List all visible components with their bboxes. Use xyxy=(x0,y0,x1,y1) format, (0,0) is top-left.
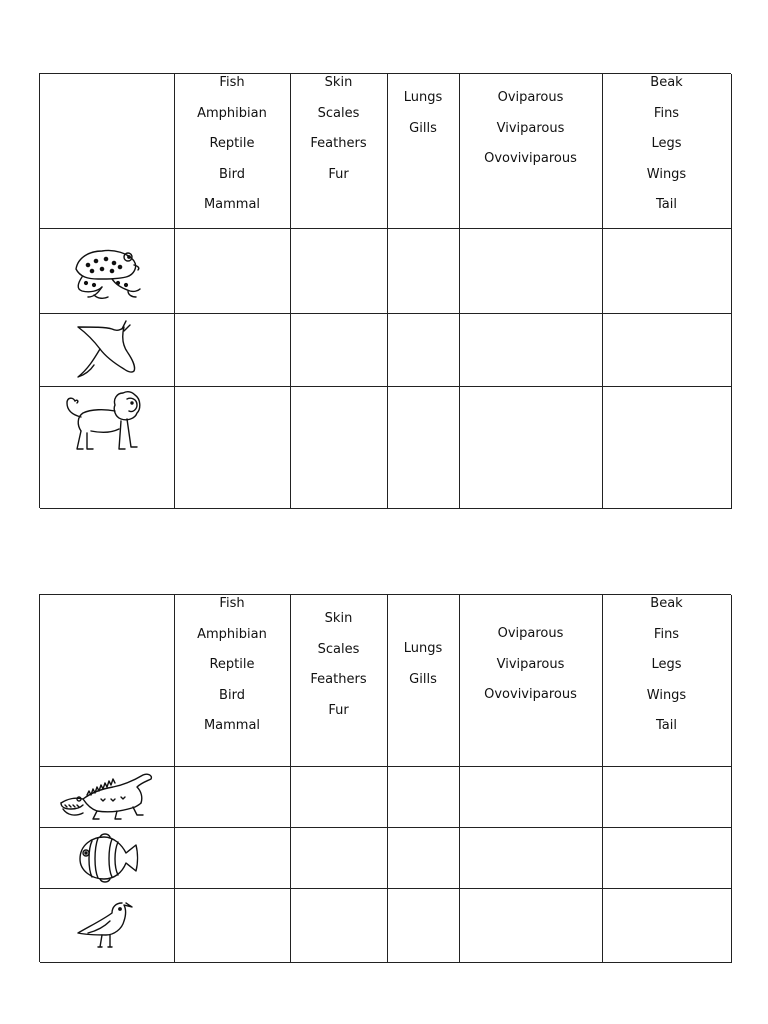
header-label: Gills xyxy=(409,671,437,687)
header-class xyxy=(174,595,291,767)
classification-table-2 xyxy=(39,594,731,962)
crocodile-icon xyxy=(57,769,157,825)
header-body-parts xyxy=(602,74,732,229)
frog-icon xyxy=(68,239,146,303)
header-label: Amphibian xyxy=(197,626,267,642)
header-label: Legs xyxy=(651,136,682,152)
answer-cell[interactable] xyxy=(290,313,388,387)
animal-cell-bird xyxy=(40,888,175,963)
answer-cell[interactable] xyxy=(602,766,732,828)
answer-cell[interactable] xyxy=(459,313,603,387)
animal-cell-crocodile xyxy=(40,766,175,828)
answer-cell[interactable] xyxy=(174,766,291,828)
answer-cell[interactable] xyxy=(387,766,460,828)
header-label: Fish xyxy=(219,596,245,611)
header-label: Mammal xyxy=(203,718,261,734)
answer-cell[interactable] xyxy=(387,313,460,387)
answer-cell[interactable] xyxy=(602,888,732,963)
animal-cell-clownfish xyxy=(40,827,175,889)
header-label: Bird xyxy=(219,687,245,703)
answer-cell[interactable] xyxy=(387,827,460,889)
answer-cell[interactable] xyxy=(174,228,291,314)
header-reproduction xyxy=(459,74,603,229)
header-blank xyxy=(40,595,175,767)
header-label: Lungs xyxy=(403,90,443,105)
answer-cell[interactable] xyxy=(387,386,460,509)
answer-cell[interactable] xyxy=(174,888,291,963)
header-label: Tail xyxy=(656,197,677,213)
animal-cell-frog xyxy=(40,228,175,314)
animal-cell-manta-ray xyxy=(40,313,175,387)
header-label: Wings xyxy=(646,687,687,703)
header-label: Fins xyxy=(653,626,680,642)
header-label: Fins xyxy=(653,105,680,121)
header-label: Viviparous xyxy=(496,656,565,672)
bird-icon xyxy=(74,895,140,955)
header-label: Legs xyxy=(651,657,682,673)
header-label: Amphibian xyxy=(197,105,267,121)
answer-cell[interactable] xyxy=(602,827,732,889)
header-blank xyxy=(40,74,175,229)
header-label: Reptile xyxy=(209,657,255,673)
header-label: Wings xyxy=(646,166,687,182)
header-label: Beak xyxy=(650,75,683,90)
header-label: Fish xyxy=(219,75,245,90)
answer-cell[interactable] xyxy=(459,386,603,509)
header-label: Skin xyxy=(324,75,353,90)
header-body-parts xyxy=(602,595,732,767)
animal-cell-lion xyxy=(40,386,175,509)
header-class xyxy=(174,74,291,229)
header-label: Beak xyxy=(650,596,683,611)
header-label: Tail xyxy=(656,718,677,734)
header-covering xyxy=(290,595,388,767)
answer-cell[interactable] xyxy=(459,888,603,963)
answer-cell[interactable] xyxy=(174,386,291,509)
answer-cell[interactable] xyxy=(602,228,732,314)
answer-cell[interactable] xyxy=(174,827,291,889)
manta-ray-icon xyxy=(72,319,142,381)
answer-cell[interactable] xyxy=(602,313,732,387)
header-label: Gills xyxy=(409,120,437,136)
header-label: Scales xyxy=(317,641,360,657)
answer-cell[interactable] xyxy=(602,386,732,509)
header-label: Oviparous xyxy=(497,626,564,641)
header-label: Scales xyxy=(317,105,360,121)
header-label: Bird xyxy=(219,166,245,182)
answer-cell[interactable] xyxy=(387,888,460,963)
header-label: Feathers xyxy=(310,136,367,152)
answer-cell[interactable] xyxy=(174,313,291,387)
header-label: Lungs xyxy=(403,641,443,656)
header-covering xyxy=(290,74,388,229)
header-label: Fur xyxy=(328,166,349,182)
answer-cell[interactable] xyxy=(290,228,388,314)
header-label: Viviparous xyxy=(496,120,565,136)
clownfish-icon xyxy=(74,831,140,885)
header-label: Feathers xyxy=(310,672,367,688)
header-label: Skin xyxy=(324,611,353,626)
header-label: Ovoviviparous xyxy=(484,687,577,703)
answer-cell[interactable] xyxy=(290,888,388,963)
header-label: Mammal xyxy=(203,197,261,213)
answer-cell[interactable] xyxy=(290,827,388,889)
answer-cell[interactable] xyxy=(459,766,603,828)
header-label: Fur xyxy=(328,702,349,718)
answer-cell[interactable] xyxy=(459,827,603,889)
answer-cell[interactable] xyxy=(459,228,603,314)
header-label: Oviparous xyxy=(497,90,564,105)
answer-cell[interactable] xyxy=(290,386,388,509)
answer-cell[interactable] xyxy=(387,228,460,314)
header-label: Ovoviviparous xyxy=(484,151,577,167)
answer-cell[interactable] xyxy=(290,766,388,828)
lion-icon xyxy=(61,387,153,457)
header-reproduction xyxy=(459,595,603,767)
header-label: Reptile xyxy=(209,136,255,152)
header-breathing xyxy=(387,74,460,229)
header-breathing xyxy=(387,595,460,767)
classification-table-1 xyxy=(39,73,731,508)
